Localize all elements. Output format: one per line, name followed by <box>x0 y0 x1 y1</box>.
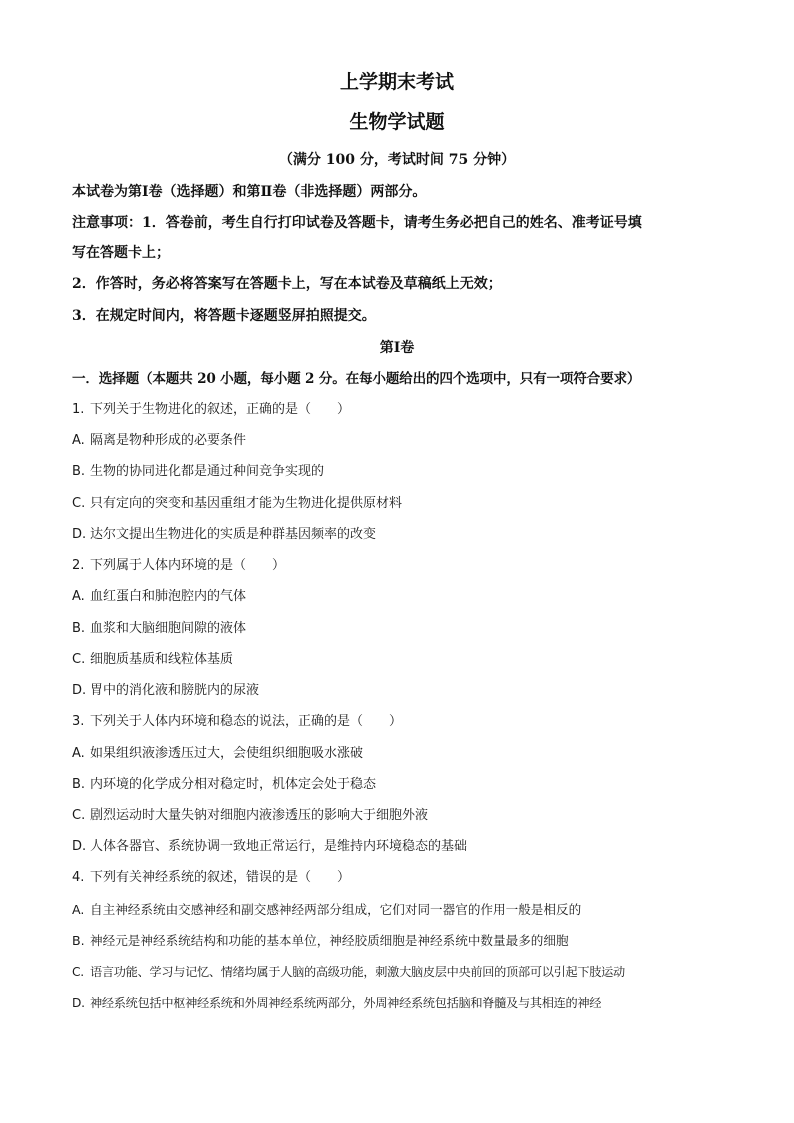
question-text: 下列关于人体内环境和稳态的说法，正确的是（ ） <box>90 714 403 729</box>
option-letter: B. <box>72 777 86 792</box>
question-stem <box>72 712 732 732</box>
option-a <box>72 900 732 920</box>
notice-3: 3．在规定时间内，将答题卡逐题竖屏拍照提交。 <box>72 308 376 324</box>
option-text: 语言功能、学习与记忆、情绪均属于人脑的高级功能，刺激大脑皮层中央前回的顶部可以引起下肢运动 <box>90 965 625 979</box>
option-letter: D. <box>72 996 85 1010</box>
option-letter: D. <box>72 839 87 854</box>
option-text: 胃中的消化液和膀胱内的尿液 <box>90 683 260 698</box>
option-b <box>72 775 732 795</box>
option-d <box>72 837 732 857</box>
option-letter: A. <box>72 746 85 761</box>
option-d <box>72 525 732 545</box>
question-stem <box>72 868 732 888</box>
question-stem <box>72 556 732 576</box>
intro-line: 本试卷为第Ⅰ卷（选择题）和第Ⅱ卷（非选择题）两部分。 <box>72 184 427 200</box>
option-text: 隔离是物种形成的必要条件 <box>90 433 247 448</box>
exam-title: 上学期末考试 <box>339 71 454 93</box>
option-a <box>72 431 732 451</box>
option-letter: A. <box>72 433 85 448</box>
notice-1-cont: 写在答题卡上； <box>72 245 170 261</box>
option-text: 细胞质基质和线粒体基质 <box>90 652 234 667</box>
option-text: 剧烈运动时大量失钠对细胞内液渗透压的影响大于细胞外液 <box>90 808 429 823</box>
option-text: 血浆和大脑细胞间隙的液体 <box>90 621 247 636</box>
score-note: （满分 100 分，考试时间 75 分钟） <box>278 152 516 168</box>
option-b <box>72 931 732 951</box>
option-letter: D. <box>72 683 87 698</box>
option-letter: B. <box>72 464 86 479</box>
option-text: 血红蛋白和肺泡腔内的气体 <box>90 589 247 604</box>
question-number: 4. <box>72 870 85 885</box>
option-text: 如果组织液渗透压过大，会使组织细胞吸水涨破 <box>90 746 364 761</box>
option-b <box>72 619 732 639</box>
question-text: 下列属于人体内环境的是（ ） <box>90 558 286 573</box>
option-text: 达尔文提出生物进化的实质是种群基因频率的改变 <box>90 527 377 542</box>
option-letter: A. <box>72 902 85 917</box>
notice-2: 2．作答时，务必将答案写在答题卡上，写在本试卷及草稿纸上无效； <box>72 276 502 292</box>
section-title: 第Ⅰ卷 <box>379 340 415 356</box>
option-a <box>72 587 732 607</box>
option-text: 自主神经系统由交感神经和副交感神经两部分组成，它们对同一器官的作用一般是相反的 <box>90 902 582 917</box>
option-c <box>72 806 732 826</box>
option-c <box>72 962 732 982</box>
option-c <box>72 650 732 670</box>
question-number: 3. <box>72 714 85 729</box>
option-letter: C. <box>72 496 86 511</box>
option-d <box>72 681 732 701</box>
option-a <box>72 744 732 764</box>
notice-1: 注意事项：1．答卷前，考生自行打印试卷及答题卡，请考生务必把自己的姓名、准考证号填 <box>72 215 642 231</box>
option-text: 生物的协同进化都是通过种间竞争实现的 <box>90 464 325 479</box>
option-letter: B. <box>72 933 85 948</box>
option-text: 神经元是神经系统结构和功能的基本单位，神经胶质细胞是神经系统中数量最多的细胞 <box>90 933 569 948</box>
question-number: 2. <box>72 558 85 573</box>
option-text: 内环境的化学成分相对稳定时，机体定会处于稳态 <box>90 777 377 792</box>
option-letter: B. <box>72 621 86 636</box>
option-letter: A. <box>72 589 85 604</box>
question-stem <box>72 400 732 420</box>
option-d <box>72 993 732 1013</box>
subject-title: 生物学试题 <box>349 111 445 133</box>
option-text: 人体各器官、系统协调一致地正常运行，是维持内环境稳态的基础 <box>90 839 468 854</box>
option-b <box>72 462 732 482</box>
option-c <box>72 494 732 514</box>
option-letter: D. <box>72 527 87 542</box>
option-letter: C. <box>72 965 84 979</box>
option-text: 神经系统包括中枢神经系统和外周神经系统两部分，外周神经系统包括脑和脊髓及与其相连的神经 <box>90 996 602 1010</box>
option-text: 只有定向的突变和基因重组才能为生物进化提供原材料 <box>90 496 403 511</box>
option-letter: C. <box>72 652 86 667</box>
question-number: 1. <box>72 402 85 417</box>
question-text: 下列关于生物进化的叙述，正确的是（ ） <box>90 402 351 417</box>
option-letter: C. <box>72 808 86 823</box>
section-instruction: 一．选择题（本题共 20 小题，每小题 2 分。在每小题给出的四个选项中，只有一项符合要求） <box>72 371 641 387</box>
question-text: 下列有关神经系统的叙述，错误的是（ ） <box>90 870 351 885</box>
